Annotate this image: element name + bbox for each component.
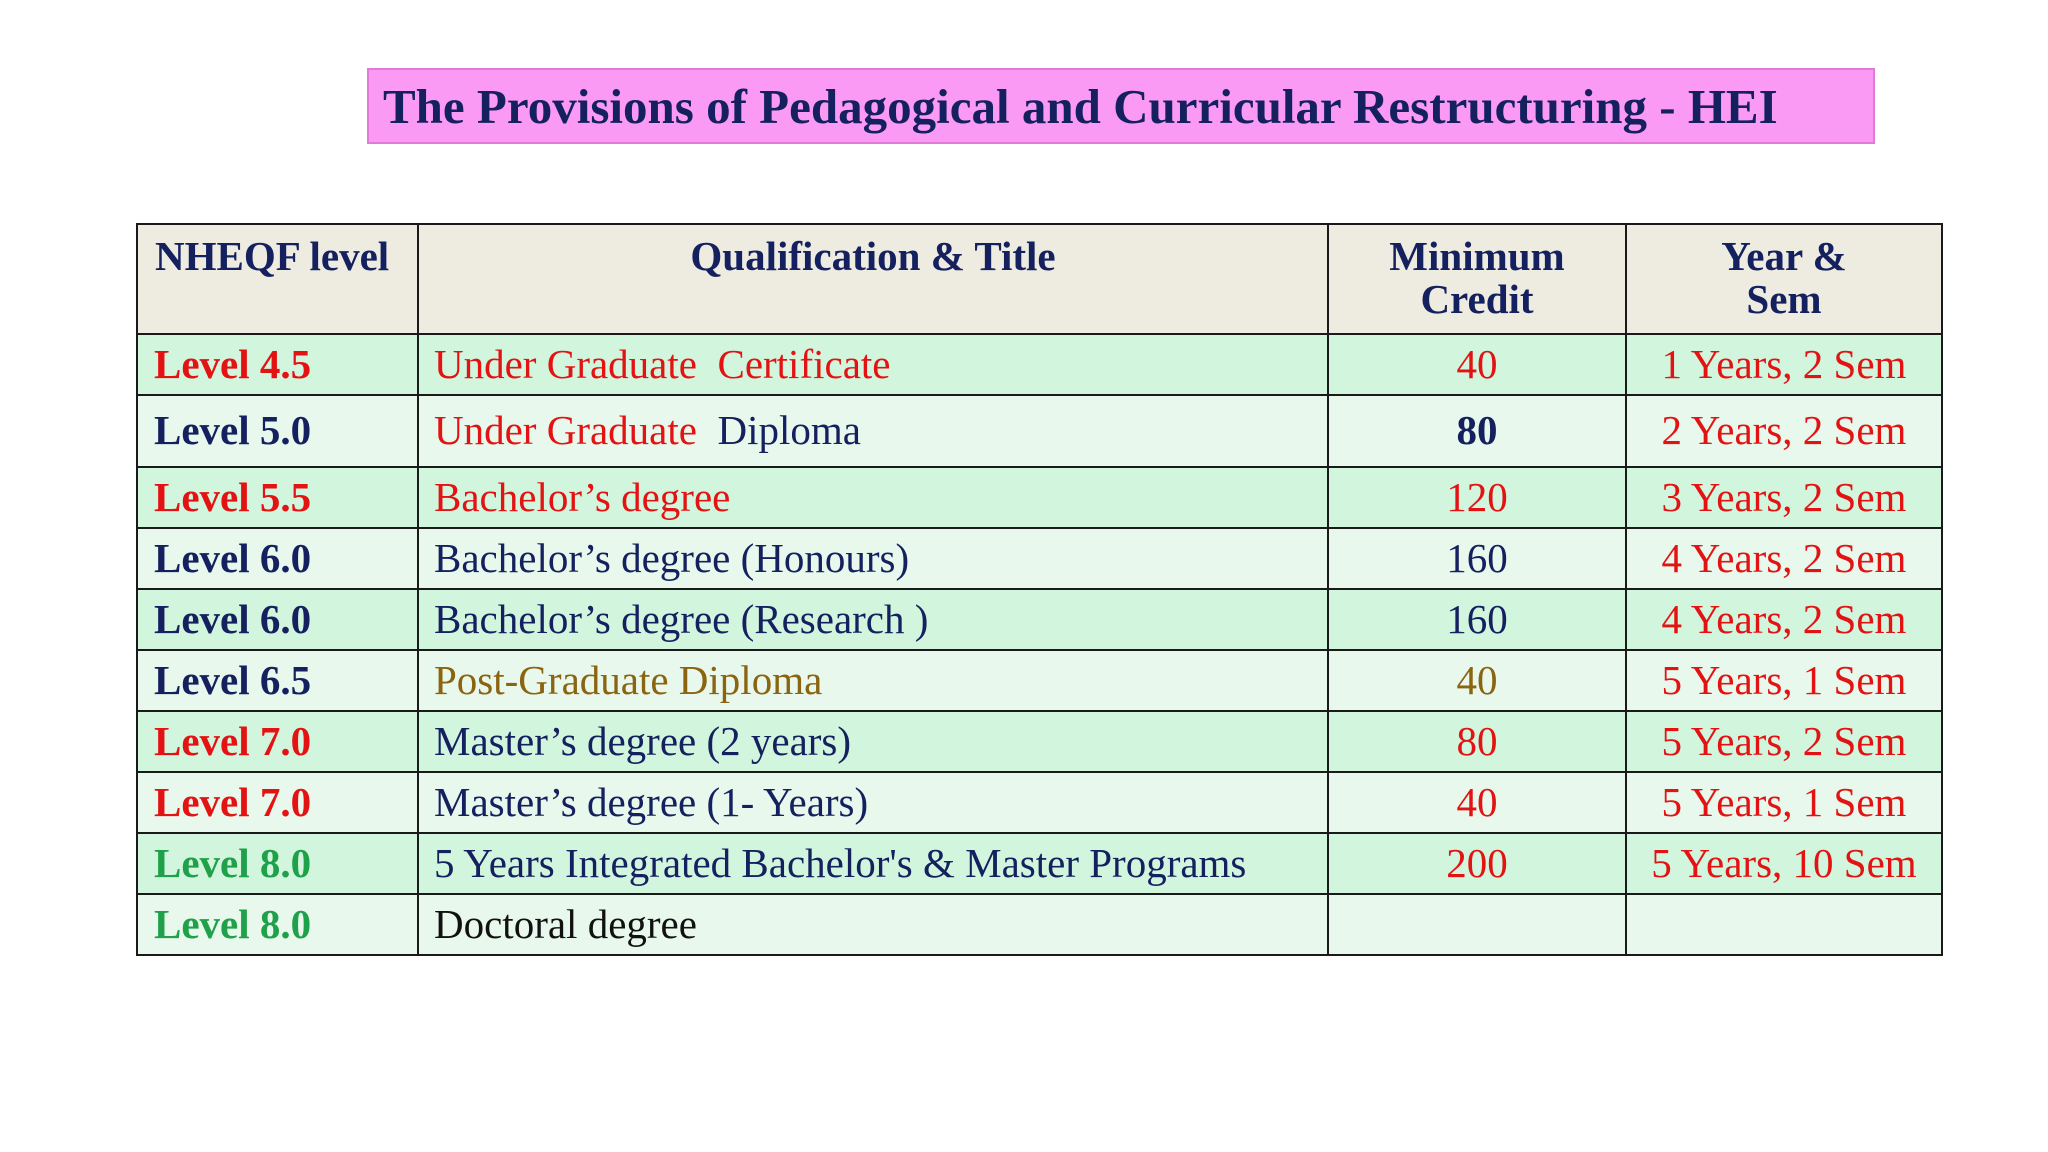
level-cell: Level 6.0: [137, 528, 418, 589]
level-cell: Level 8.0: [137, 833, 418, 894]
qualification-part: Diploma: [717, 407, 861, 454]
year-sem-cell: 2 Years, 2 Sem: [1626, 395, 1942, 467]
table-row: [137, 894, 1942, 955]
credit-cell: 80: [1328, 711, 1626, 772]
table-row: [137, 528, 1942, 589]
level-cell: Level 7.0: [137, 711, 418, 772]
table-row: [137, 711, 1942, 772]
table-row: [137, 395, 1942, 467]
qualification-cell: Bachelor’s degree: [418, 467, 1328, 528]
table-row: [137, 467, 1942, 528]
nheqf-table: [136, 223, 1943, 956]
header-credit-line1: Minimum: [1389, 233, 1565, 279]
header-qualification: [418, 224, 1328, 334]
year-sem-cell: 4 Years, 2 Sem: [1626, 589, 1942, 650]
header-year-sem: [1626, 224, 1942, 334]
qualification-cell: 5 Years Integrated Bachelor's & Master Programs: [418, 833, 1328, 894]
year-sem-cell: 3 Years, 2 Sem: [1626, 467, 1942, 528]
credit-cell: 160: [1328, 528, 1626, 589]
qualification-cell: Bachelor’s degree (Honours): [418, 528, 1328, 589]
level-cell: Level 4.5: [137, 334, 418, 395]
credit-cell: 200: [1328, 833, 1626, 894]
header-credit-line2: Credit: [1420, 276, 1534, 323]
slide-title: The Provisions of Pedagogical and Curricular Restructuring - HEI: [383, 78, 1778, 134]
year-sem-cell: 5 Years, 10 Sem: [1626, 833, 1942, 894]
slide-title-box: [367, 68, 1875, 144]
header-year-line2: Sem: [1746, 276, 1822, 323]
credit-cell: 40: [1328, 772, 1626, 833]
year-sem-cell: 5 Years, 1 Sem: [1626, 772, 1942, 833]
level-cell: Level 6.5: [137, 650, 418, 711]
qualification-part: Under Graduate: [434, 407, 697, 454]
credit-cell: 120: [1328, 467, 1626, 528]
level-cell: Level 6.0: [137, 589, 418, 650]
qualification-cell: Bachelor’s degree (Research ): [418, 589, 1328, 650]
header-year-line1: Year &: [1721, 233, 1847, 279]
year-sem-cell: [1626, 894, 1942, 955]
table-row: [137, 334, 1942, 395]
qualification-cell: Master’s degree (1- Years): [418, 772, 1328, 833]
table-header-row: [137, 224, 1942, 334]
qualification-cell: Doctoral degree: [418, 894, 1328, 955]
header-nheqf-level-label: NHEQF level: [155, 233, 390, 279]
level-cell: Level 5.0: [137, 395, 418, 467]
credit-cell: [1328, 894, 1626, 955]
credit-cell: 40: [1328, 650, 1626, 711]
credit-cell: 80: [1328, 395, 1626, 467]
qualification-part: Certificate: [717, 340, 891, 387]
year-sem-cell: 1 Years, 2 Sem: [1626, 334, 1942, 395]
qualification-part: Under Graduate: [434, 340, 697, 387]
credit-cell: 160: [1328, 589, 1626, 650]
header-minimum-credit: [1328, 224, 1626, 334]
table-row: [137, 650, 1942, 711]
qualification-cell: [418, 395, 1328, 467]
year-sem-cell: 5 Years, 2 Sem: [1626, 711, 1942, 772]
level-cell: Level 5.5: [137, 467, 418, 528]
qualification-cell: Post-Graduate Diploma: [418, 650, 1328, 711]
qualification-cell: Master’s degree (2 years): [418, 711, 1328, 772]
header-nheqf-level: [137, 224, 418, 334]
table-row: [137, 833, 1942, 894]
table-row: [137, 772, 1942, 833]
year-sem-cell: 4 Years, 2 Sem: [1626, 528, 1942, 589]
year-sem-cell: 5 Years, 1 Sem: [1626, 650, 1942, 711]
credit-cell: 40: [1328, 334, 1626, 395]
qualification-cell: [418, 334, 1328, 395]
table-row: [137, 589, 1942, 650]
level-cell: Level 7.0: [137, 772, 418, 833]
header-qualification-label: Qualification & Title: [690, 233, 1056, 279]
level-cell: Level 8.0: [137, 894, 418, 955]
